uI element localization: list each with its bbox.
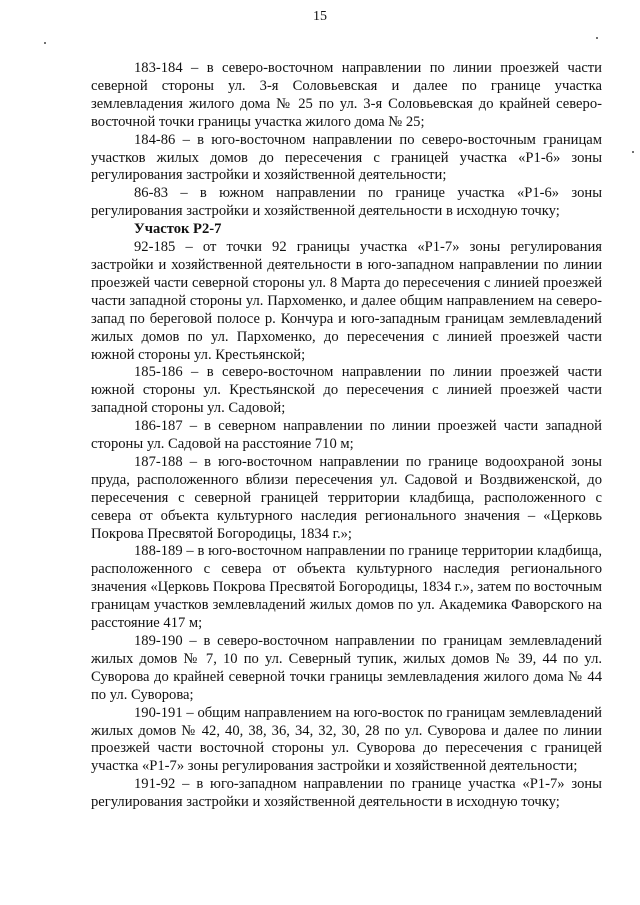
paragraph-188-189: 188-189 – в юго-восточном направлении по границе территории кладбища, расположенного с севера от объекта культурного наследия регионального значения «Церковь Покрова Пресвятой Богородицы, 1834 г.», затем по восточным границам участков землевладений жилых домов по ул. Академика Фаворского на расстояние 417 м; — [91, 543, 602, 632]
paragraph-185-186: 185-186 – в северо-восточном направлении по линии проезжей части южной стороны ул. Крестьянской до пересечения с линией проезжей части западной стороны ул. Садовой; — [91, 364, 602, 417]
document-body — [91, 60, 602, 812]
paragraph-183-184: 183-184 – в северо-восточном направлении по линии проезжей части северной стороны ул. 3-я Соловьевская и далее по границе участка землевладения жилого дома № 25 по ул. 3-я Соловьевская до крайней северо-восточной точки границы участка жилого дома № 25; — [91, 60, 602, 130]
paragraph-187-188: 187-188 – в юго-восточном направлении по границе водоохраной зоны пруда, расположенного вблизи пересечения ул. Садовой и Воздвиженской, до пересечения с северной границей территории кладбища, расположенного с севера от объекта культурного наследия регионального значения – «Церковь Покрова Пресвятой Богородицы, 1834 г.»; — [91, 453, 602, 542]
scan-speck — [596, 37, 598, 39]
paragraph-184-86: 184-86 – в юго-восточном направлении по северо-восточным границам участков жилых домов до пересечения с границей участка «Р1-6» зоны регулирования застройки и хозяйственной деятельности; — [91, 131, 602, 184]
paragraph-189-190: 189-190 – в северо-восточном направлении по границам землевладений жилых домов № 7, 10 по ул. Северный тупик, жилых домов № 39, 44 по ул. Суворова до крайней северной точки границы землевладения жилого дома № 44 по ул. Суворова; — [91, 633, 602, 703]
paragraph-190-191: 190-191 – общим направлением на юго-восток по границам землевладений жилых домов № 42, 40, 38, 36, 34, 32, 30, 28 по ул. Суворова и далее по линии проезжей части восточной стороны ул. Суворова до пересечения с границей участка «Р1-7» зоны регулирования застройки и хозяйственной деятельности; — [91, 704, 602, 775]
section-heading-p2-7: Участок Р2-7 — [134, 221, 222, 238]
scan-speck — [44, 42, 46, 44]
paragraph-186-187: 186-187 – в северном направлении по линии проезжей части западной стороны ул. Садовой на расстояние 710 м; — [91, 418, 602, 453]
scan-speck — [632, 151, 634, 153]
page-number: 15 — [313, 9, 327, 24]
paragraph-86-83: 86-83 – в южном направлении по границе участка «Р1-6» зоны регулирования застройки и хозяйственной деятельности в исходную точку; — [91, 185, 602, 220]
paragraph-191-92: 191-92 – в юго-западном направлении по границе участка «Р1-7» зоны регулирования застройки и хозяйственной деятельности в исходную точку; — [91, 776, 602, 811]
paragraph-92-185: 92-185 – от точки 92 границы участка «Р1-7» зоны регулирования застройки и хозяйственной деятельности в юго-западном направлении по линии проезжей части северной стороны ул. 8 Марта до пересечения с линией проезжей части западной стороны ул. Пархоменко, и далее общим направлением на северо-запад по береговой полосе р. Кончура и юго-западным границам землевладений жилых домов по ул. Пархоменко, до пересечения с линией проезжей части южной стороны ул. Крестьянской; — [91, 239, 602, 363]
